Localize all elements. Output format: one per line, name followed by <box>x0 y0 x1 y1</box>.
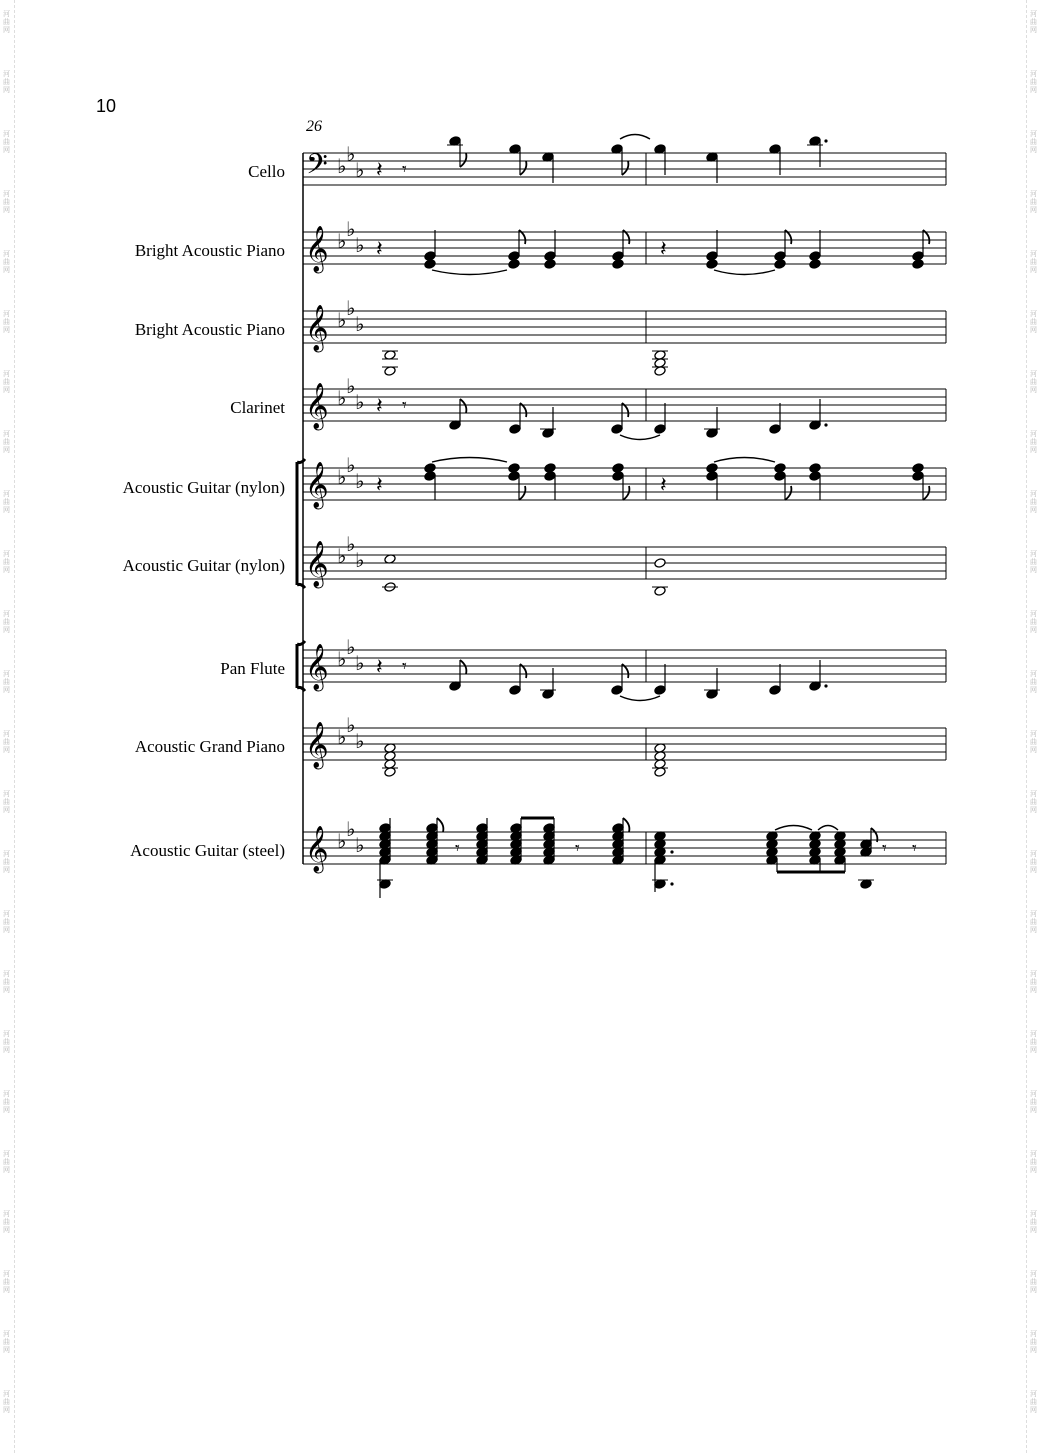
flat-icon: ♭ <box>337 829 347 853</box>
note-head <box>612 259 624 270</box>
note-head <box>654 685 666 696</box>
flat-icon: ♭ <box>346 217 356 241</box>
eighth-rest-icon: 𝄾 <box>402 159 407 180</box>
tie <box>775 826 812 831</box>
note-flag <box>460 153 466 167</box>
note-head <box>509 424 521 435</box>
watermark-glyph: 河 曲 网 <box>1030 190 1037 214</box>
note-head <box>654 424 666 435</box>
flat-icon: ♭ <box>337 386 347 410</box>
note-head <box>654 558 666 569</box>
flat-icon: ♭ <box>355 548 365 572</box>
watermark-glyph: 河 曲 网 <box>1030 1390 1037 1414</box>
tie <box>818 826 838 831</box>
note-flag <box>623 486 629 500</box>
watermark-glyph: 河 曲 网 <box>1030 910 1037 934</box>
treble-clef-icon: 𝄞 <box>305 644 329 690</box>
quarter-rest-icon: 𝄽 <box>376 237 383 262</box>
watermark-glyph: 河 曲 网 <box>3 250 10 274</box>
note-head <box>508 471 520 482</box>
watermark-glyph: 河 曲 网 <box>1030 490 1037 514</box>
watermark-glyph: 河 曲 网 <box>1030 970 1037 994</box>
watermark-glyph: 河 曲 网 <box>3 610 10 634</box>
watermark-glyph: 河 曲 网 <box>3 1330 10 1354</box>
note-head <box>544 259 556 270</box>
flat-icon: ♭ <box>346 142 356 166</box>
instrument-label-bright-piano-2: Bright Acoustic Piano <box>134 320 285 339</box>
watermark-glyph: 河 曲 网 <box>1030 1270 1037 1294</box>
clefs <box>305 148 329 874</box>
quarter-rest-icon: 𝄽 <box>376 158 383 183</box>
note-flag <box>923 486 929 500</box>
note-head <box>612 471 624 482</box>
dot <box>670 850 673 853</box>
watermark-glyph: 河 曲 网 <box>1030 250 1037 274</box>
notes <box>376 135 929 899</box>
watermark-glyph: 河 曲 网 <box>3 130 10 154</box>
instrument-label-grand-piano: Acoustic Grand Piano <box>134 737 285 756</box>
flat-icon: ♭ <box>355 312 365 336</box>
instrument-label-nylon-guitar-1: Acoustic Guitar (nylon) <box>122 478 285 497</box>
eighth-rest-icon: 𝄾 <box>455 838 460 859</box>
note-head <box>611 685 623 696</box>
treble-clef-icon: 𝄞 <box>305 826 329 872</box>
note-head <box>611 424 623 435</box>
note-head <box>774 471 786 482</box>
flat-icon: ♭ <box>355 469 365 493</box>
watermark-glyph: 河 曲 网 <box>1030 310 1037 334</box>
flat-icon: ♭ <box>355 233 365 257</box>
watermark-glyph: 河 曲 网 <box>1030 610 1037 634</box>
quarter-rest-icon: 𝄽 <box>376 473 383 498</box>
watermark-glyph: 河 曲 网 <box>3 70 10 94</box>
watermark-glyph: 河 曲 网 <box>1030 730 1037 754</box>
watermark-glyph: 河 曲 网 <box>1030 130 1037 154</box>
watermark-glyph: 河 曲 网 <box>1030 430 1037 454</box>
eighth-rest-icon: 𝄾 <box>402 656 407 677</box>
watermark-glyph: 河 曲 网 <box>3 970 10 994</box>
treble-clef-icon: 𝄞 <box>305 541 329 587</box>
eighth-rest-icon: 𝄾 <box>402 395 407 416</box>
tie <box>620 696 660 701</box>
watermark-glyph: 河 曲 网 <box>3 850 10 874</box>
treble-clef-icon: 𝄞 <box>305 383 329 429</box>
watermark-glyph: 河 曲 网 <box>3 370 10 394</box>
note-head <box>424 471 436 482</box>
note-head <box>912 471 924 482</box>
staff-lines <box>303 153 946 864</box>
flat-icon: ♭ <box>337 544 347 568</box>
tie <box>432 270 507 275</box>
watermark-glyph: 河 曲 网 <box>3 730 10 754</box>
eighth-rest-icon: 𝄾 <box>912 838 917 859</box>
note-flag <box>622 161 628 175</box>
watermark-glyph: 河 曲 网 <box>3 550 10 574</box>
flat-icon: ♭ <box>346 635 356 659</box>
watermark-glyph: 河 曲 网 <box>3 1090 10 1114</box>
dot <box>824 139 827 142</box>
tie <box>432 458 507 463</box>
note-flag <box>785 486 791 500</box>
watermark-glyph: 河 曲 网 <box>1030 370 1037 394</box>
watermark-glyph: 河 曲 网 <box>1030 550 1037 574</box>
flat-icon: ♭ <box>355 390 365 414</box>
watermark-glyph: 河 曲 网 <box>3 490 10 514</box>
flat-icon: ♭ <box>337 725 347 749</box>
watermark-glyph: 河 曲 网 <box>3 430 10 454</box>
watermark-glyph: 河 曲 网 <box>1030 1210 1037 1234</box>
note-head <box>769 685 781 696</box>
quarter-rest-icon: 𝄽 <box>660 473 667 498</box>
note-flag <box>460 660 466 674</box>
instrument-label-clarinet: Clarinet <box>230 398 285 417</box>
treble-clef-icon: 𝄞 <box>305 226 329 272</box>
watermark-glyph: 河 曲 网 <box>3 910 10 934</box>
staff-bracket <box>297 459 305 588</box>
tie <box>620 135 650 140</box>
dot <box>824 684 827 687</box>
flat-icon: ♭ <box>346 817 356 841</box>
watermark-glyph: 河 曲 网 <box>3 670 10 694</box>
note-head <box>706 259 718 270</box>
watermark-glyph: 河 曲 网 <box>3 790 10 814</box>
note-head <box>706 471 718 482</box>
treble-clef-icon: 𝄞 <box>305 462 329 508</box>
treble-clef-icon: 𝄞 <box>305 305 329 351</box>
measure-number: 26 <box>306 118 322 135</box>
quarter-rest-icon: 𝄽 <box>376 655 383 680</box>
note-head <box>809 259 821 270</box>
flat-icon: ♭ <box>346 374 356 398</box>
flat-icon: ♭ <box>346 713 356 737</box>
quarter-rest-icon: 𝄽 <box>660 237 667 262</box>
treble-clef-icon: 𝄞 <box>305 722 329 768</box>
instrument-label-bright-piano-1: Bright Acoustic Piano <box>134 241 285 260</box>
note-flag <box>519 486 525 500</box>
flat-icon: ♭ <box>337 647 347 671</box>
flat-icon: ♭ <box>337 465 347 489</box>
flat-icon: ♭ <box>355 833 365 857</box>
watermark-glyph: 河 曲 网 <box>1030 1330 1037 1354</box>
note-head <box>544 471 556 482</box>
eighth-rest-icon: 𝄾 <box>882 838 887 859</box>
watermark-glyph: 河 曲 网 <box>3 1390 10 1414</box>
dot <box>824 423 827 426</box>
watermark-glyph: 河 曲 网 <box>3 1270 10 1294</box>
flat-icon: ♭ <box>346 532 356 556</box>
instrument-label-nylon-guitar-2: Acoustic Guitar (nylon) <box>122 556 285 575</box>
watermark-glyph: 河 曲 网 <box>3 1210 10 1234</box>
watermark-glyph: 河 曲 网 <box>1030 1030 1037 1054</box>
flat-icon: ♭ <box>337 229 347 253</box>
flat-icon: ♭ <box>355 729 365 753</box>
flat-icon: ♭ <box>337 154 347 178</box>
watermark-glyph: 河 曲 网 <box>3 1150 10 1174</box>
flat-icon: ♭ <box>346 453 356 477</box>
watermark-glyph: 河 曲 网 <box>1030 670 1037 694</box>
watermark-glyph: 河 曲 网 <box>3 310 10 334</box>
flat-icon: ♭ <box>346 296 356 320</box>
note-head <box>424 259 436 270</box>
quarter-rest-icon: 𝄽 <box>376 394 383 419</box>
instrument-label-cello: Cello <box>248 162 285 181</box>
dot <box>670 882 673 885</box>
note-flag <box>437 818 443 832</box>
note-head <box>509 685 521 696</box>
instrument-label-steel-guitar: Acoustic Guitar (steel) <box>130 841 285 860</box>
note-head <box>769 424 781 435</box>
tie <box>714 270 775 275</box>
flat-icon: ♭ <box>355 651 365 675</box>
watermark-glyph: 河 曲 网 <box>3 190 10 214</box>
note-flag <box>520 161 526 175</box>
note-flag <box>460 399 466 413</box>
page-number: 10 <box>96 96 117 116</box>
note-head <box>809 471 821 482</box>
watermark-glyph: 河 曲 网 <box>1030 790 1037 814</box>
watermark-glyph: 河 曲 网 <box>3 1030 10 1054</box>
note-head <box>774 259 786 270</box>
watermark-glyph: 河 曲 网 <box>1030 70 1037 94</box>
watermark-glyph: 河 曲 网 <box>3 10 10 34</box>
instrument-label-pan-flute: Pan Flute <box>220 659 285 678</box>
flat-icon: ♭ <box>355 158 365 182</box>
tie <box>620 435 660 440</box>
eighth-rest-icon: 𝄾 <box>575 838 580 859</box>
note-head <box>912 259 924 270</box>
flat-icon: ♭ <box>337 308 347 332</box>
watermark-glyph: 河 曲 网 <box>1030 1150 1037 1174</box>
note-flag <box>623 818 629 832</box>
note-head <box>508 259 520 270</box>
tie <box>714 458 775 463</box>
watermark-glyph: 河 曲 网 <box>1030 850 1037 874</box>
watermark-glyph: 河 曲 网 <box>1030 10 1037 34</box>
bass-clef-icon: 𝄢 <box>306 148 328 188</box>
watermark-glyph: 河 曲 网 <box>1030 1090 1037 1114</box>
